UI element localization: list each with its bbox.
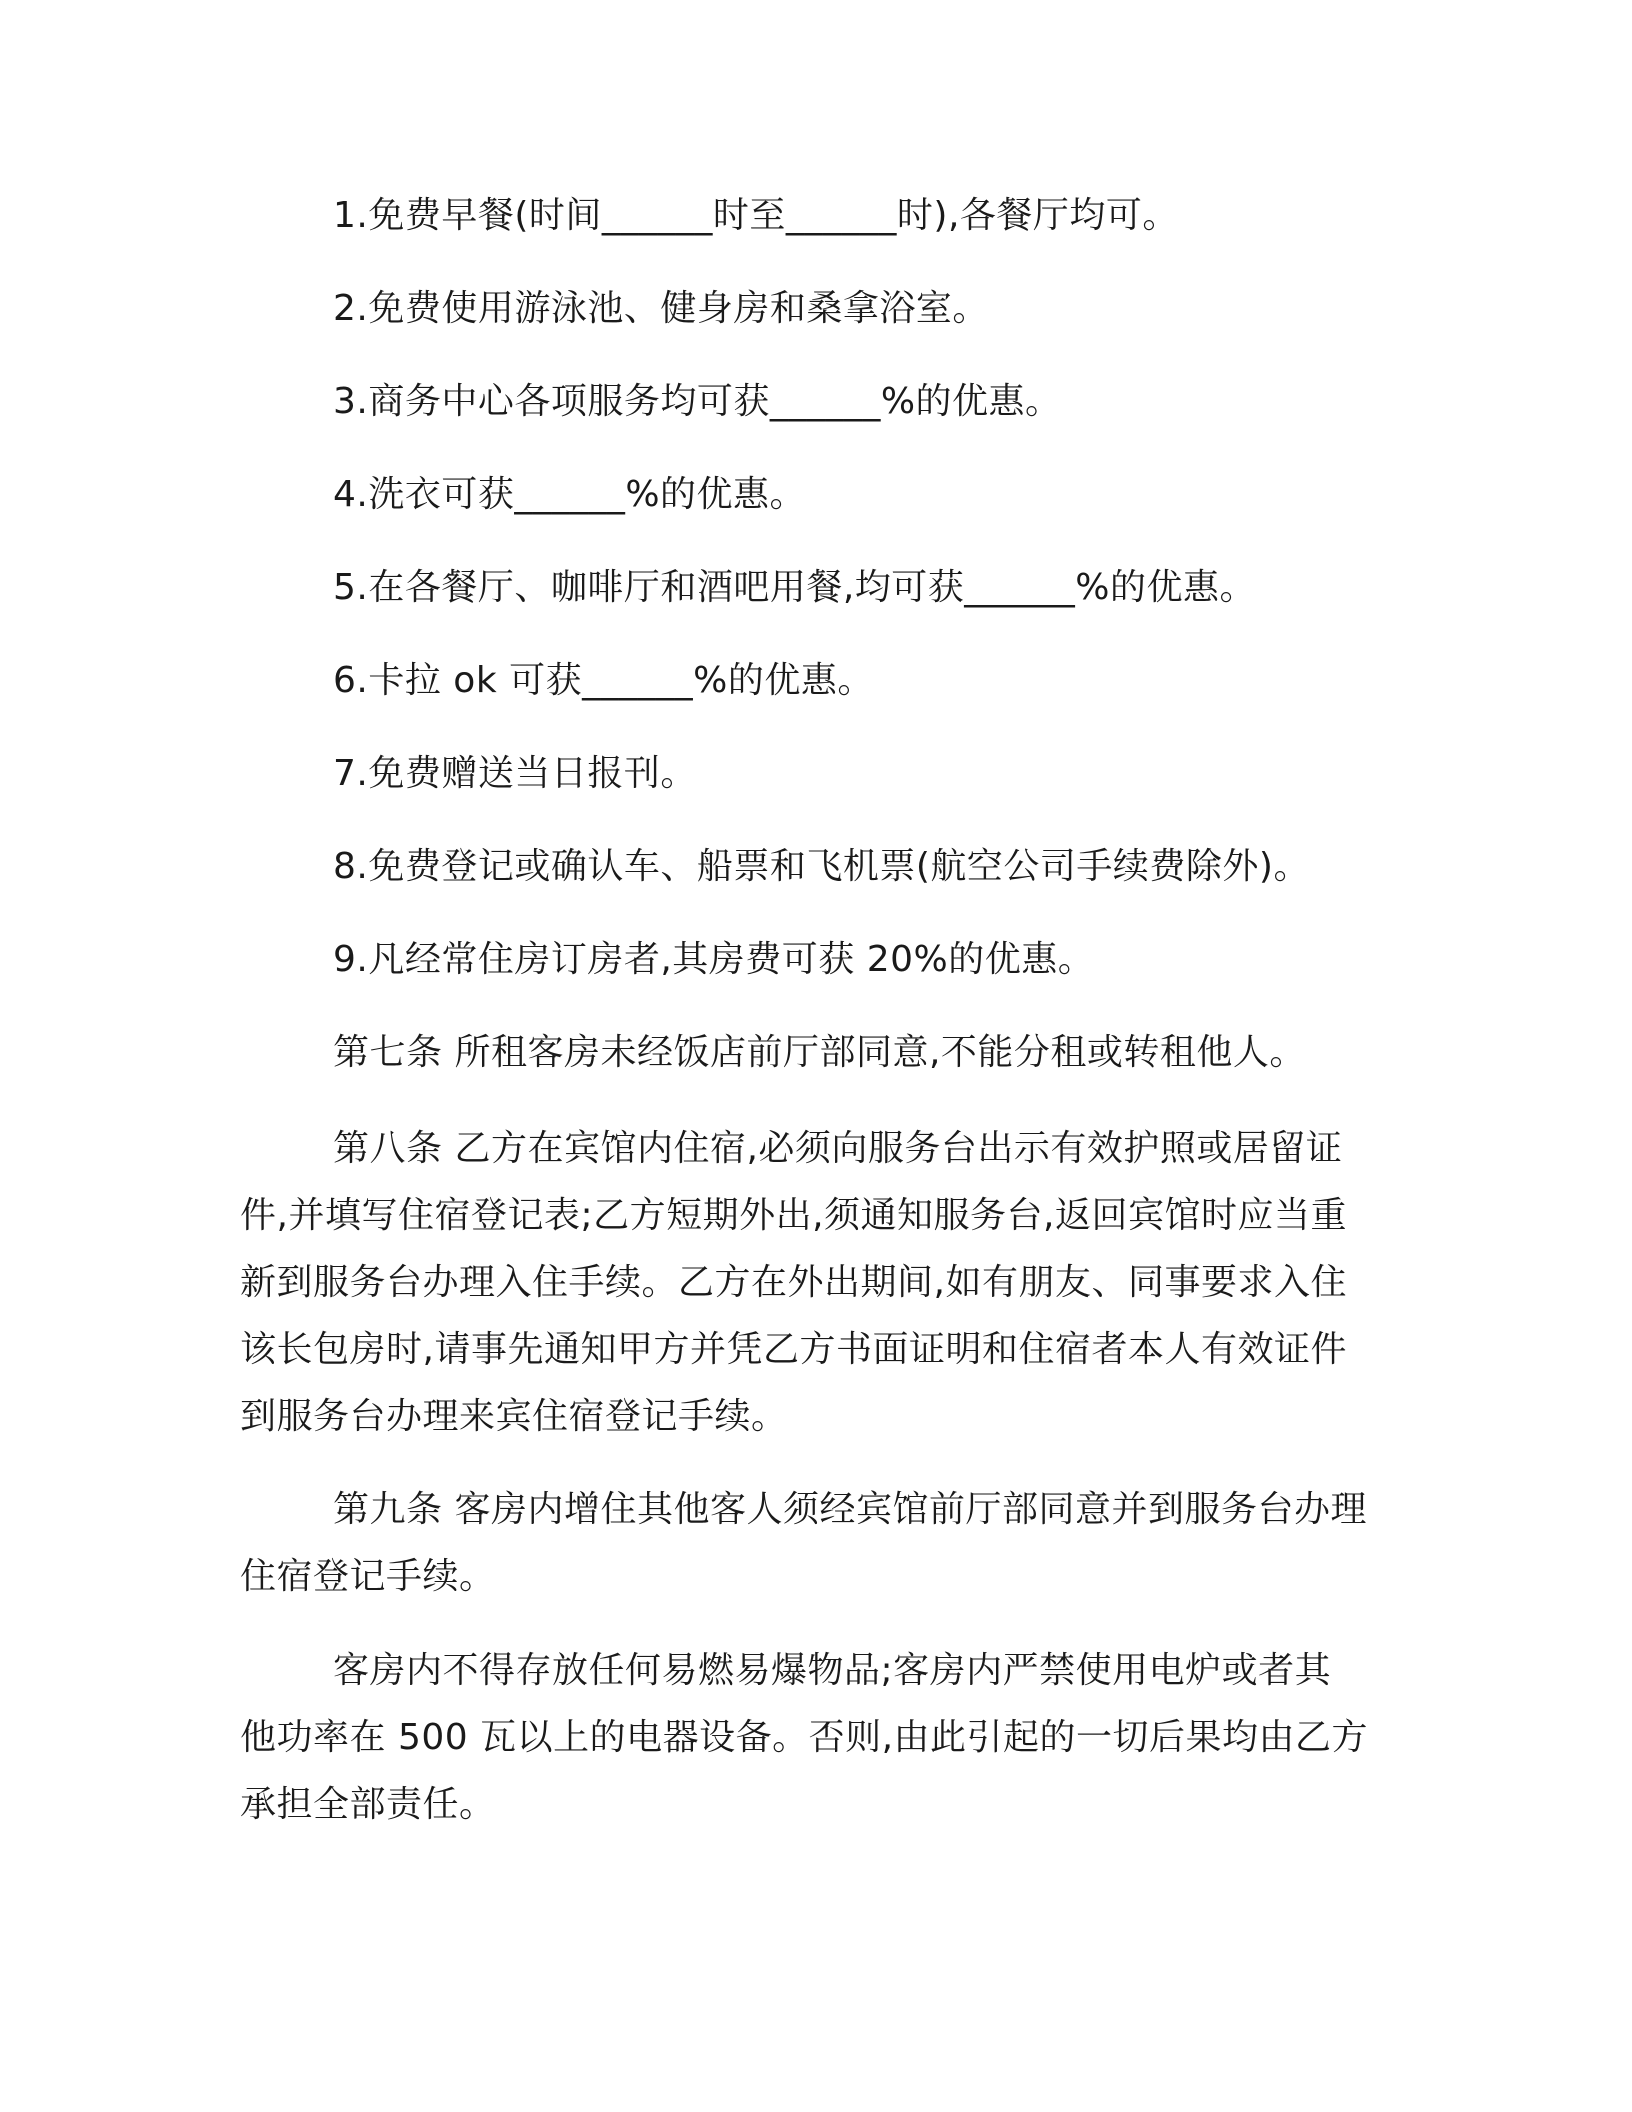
benefit-item-5: 5.在各餐厅、咖啡厅和酒吧用餐,均可获______%的优惠。 <box>333 567 1256 608</box>
article-8-line: 新到服务台办理入住手续。乙方在外出期间,如有朋友、同事要求入住 <box>240 1262 1347 1303</box>
safety-clause-line: 承担全部责任。 <box>240 1784 496 1825</box>
article-8-line: 到服务台办理来宾住宿登记手续。 <box>240 1396 788 1437</box>
article-8-line: 件,并填写住宿登记表;乙方短期外出,须通知服务台,返回宾馆时应当重 <box>240 1195 1347 1236</box>
benefit-item-6: 6.卡拉 ok 可获______%的优惠。 <box>333 660 874 701</box>
benefit-item-7: 7.免费赠送当日报刊。 <box>333 753 697 794</box>
safety-clause <box>240 1637 1390 1838</box>
article-8 <box>240 1115 1390 1450</box>
article-9-line: 住宿登记手续。 <box>240 1556 496 1597</box>
article-8-line: 第八条 乙方在宾馆内住宿,必须向服务台出示有效护照或居留证 <box>333 1128 1343 1169</box>
article-8-line: 该长包房时,请事先通知甲方并凭乙方书面证明和住宿者本人有效证件 <box>240 1329 1347 1370</box>
article-7: 第七条 所租客房未经饭店前厅部同意,不能分租或转租他人。 <box>333 1032 1306 1073</box>
safety-clause-line: 他功率在 500 瓦以上的电器设备。否则,由此引起的一切后果均由乙方 <box>240 1717 1369 1758</box>
benefit-item-3: 3.商务中心各项服务均可获______%的优惠。 <box>333 381 1062 422</box>
benefit-item-8: 8.免费登记或确认车、船票和飞机票(航空公司手续费除外)。 <box>333 846 1310 887</box>
benefit-item-2: 2.免费使用游泳池、健身房和桑拿浴室。 <box>333 288 989 329</box>
article-9 <box>240 1476 1390 1610</box>
benefit-item-9: 9.凡经常住房订房者,其房费可获 20%的优惠。 <box>333 939 1095 980</box>
article-9-line: 第九条 客房内增住其他客人须经宾馆前厅部同意并到服务台办理 <box>333 1489 1367 1530</box>
benefit-item-4: 4.洗衣可获______%的优惠。 <box>333 474 807 515</box>
benefit-item-1: 1.免费早餐(时间______时至______时),各餐厅均可。 <box>333 195 1179 236</box>
safety-clause-line: 客房内不得存放任何易燃易爆物品;客房内严禁使用电炉或者其 <box>333 1650 1332 1691</box>
